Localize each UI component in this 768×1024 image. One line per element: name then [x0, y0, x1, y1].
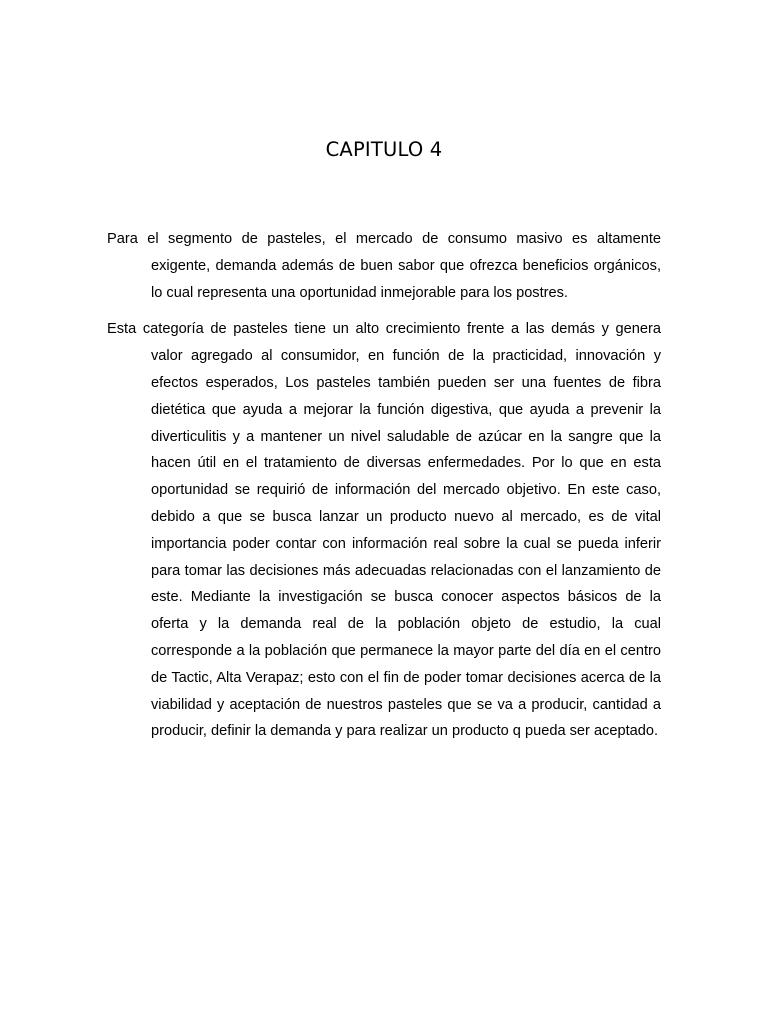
chapter-title: CAPITULO 4	[325, 138, 443, 161]
paragraph-1: Para el segmento de pasteles, el mercado de consumo masivo es altamente exigente, demanda además de buen sabor que ofrezca beneficios orgánicos, lo cual representa una oportunidad inmejorable para los postres.	[107, 231, 661, 301]
chapter-body	[107, 226, 661, 745]
paragraph-2: Esta categoría de pasteles tiene un alto crecimiento frente a las demás y genera valor agregado al consumidor, en función de la practicidad, innovación y efectos esperados, Los pasteles también pueden ser una fuentes de fibra dietética que ayuda a mejorar la función digestiva, que ayuda a prevenir la diverticulitis y a mantener un nivel saludable de azúcar en la sangre que la hacen útil en el tratamiento de diversas enfermedades. Por lo que en esta oportunidad se requirió de información del mercado objetivo. En este caso, debido a que se busca lanzar un producto nuevo al mercado, es de vital importancia poder contar con información real sobre la cual se pueda inferir para tomar las decisiones más adecuadas relacionadas con el lanzamiento de este. Mediante la investigación se busca conocer aspectos básicos de la oferta y la demanda real de la población objeto de estudio, la cual corresponde a la población que permanece la mayor parte del día en el centro de Tactic, Alta Verapaz; esto con el fin de poder tomar decisiones acerca de la viabilidad y aceptación de nuestros pasteles que se va a producir, cantidad a producir, definir la demanda y para realizar un producto q pueda ser aceptado.	[107, 321, 661, 740]
